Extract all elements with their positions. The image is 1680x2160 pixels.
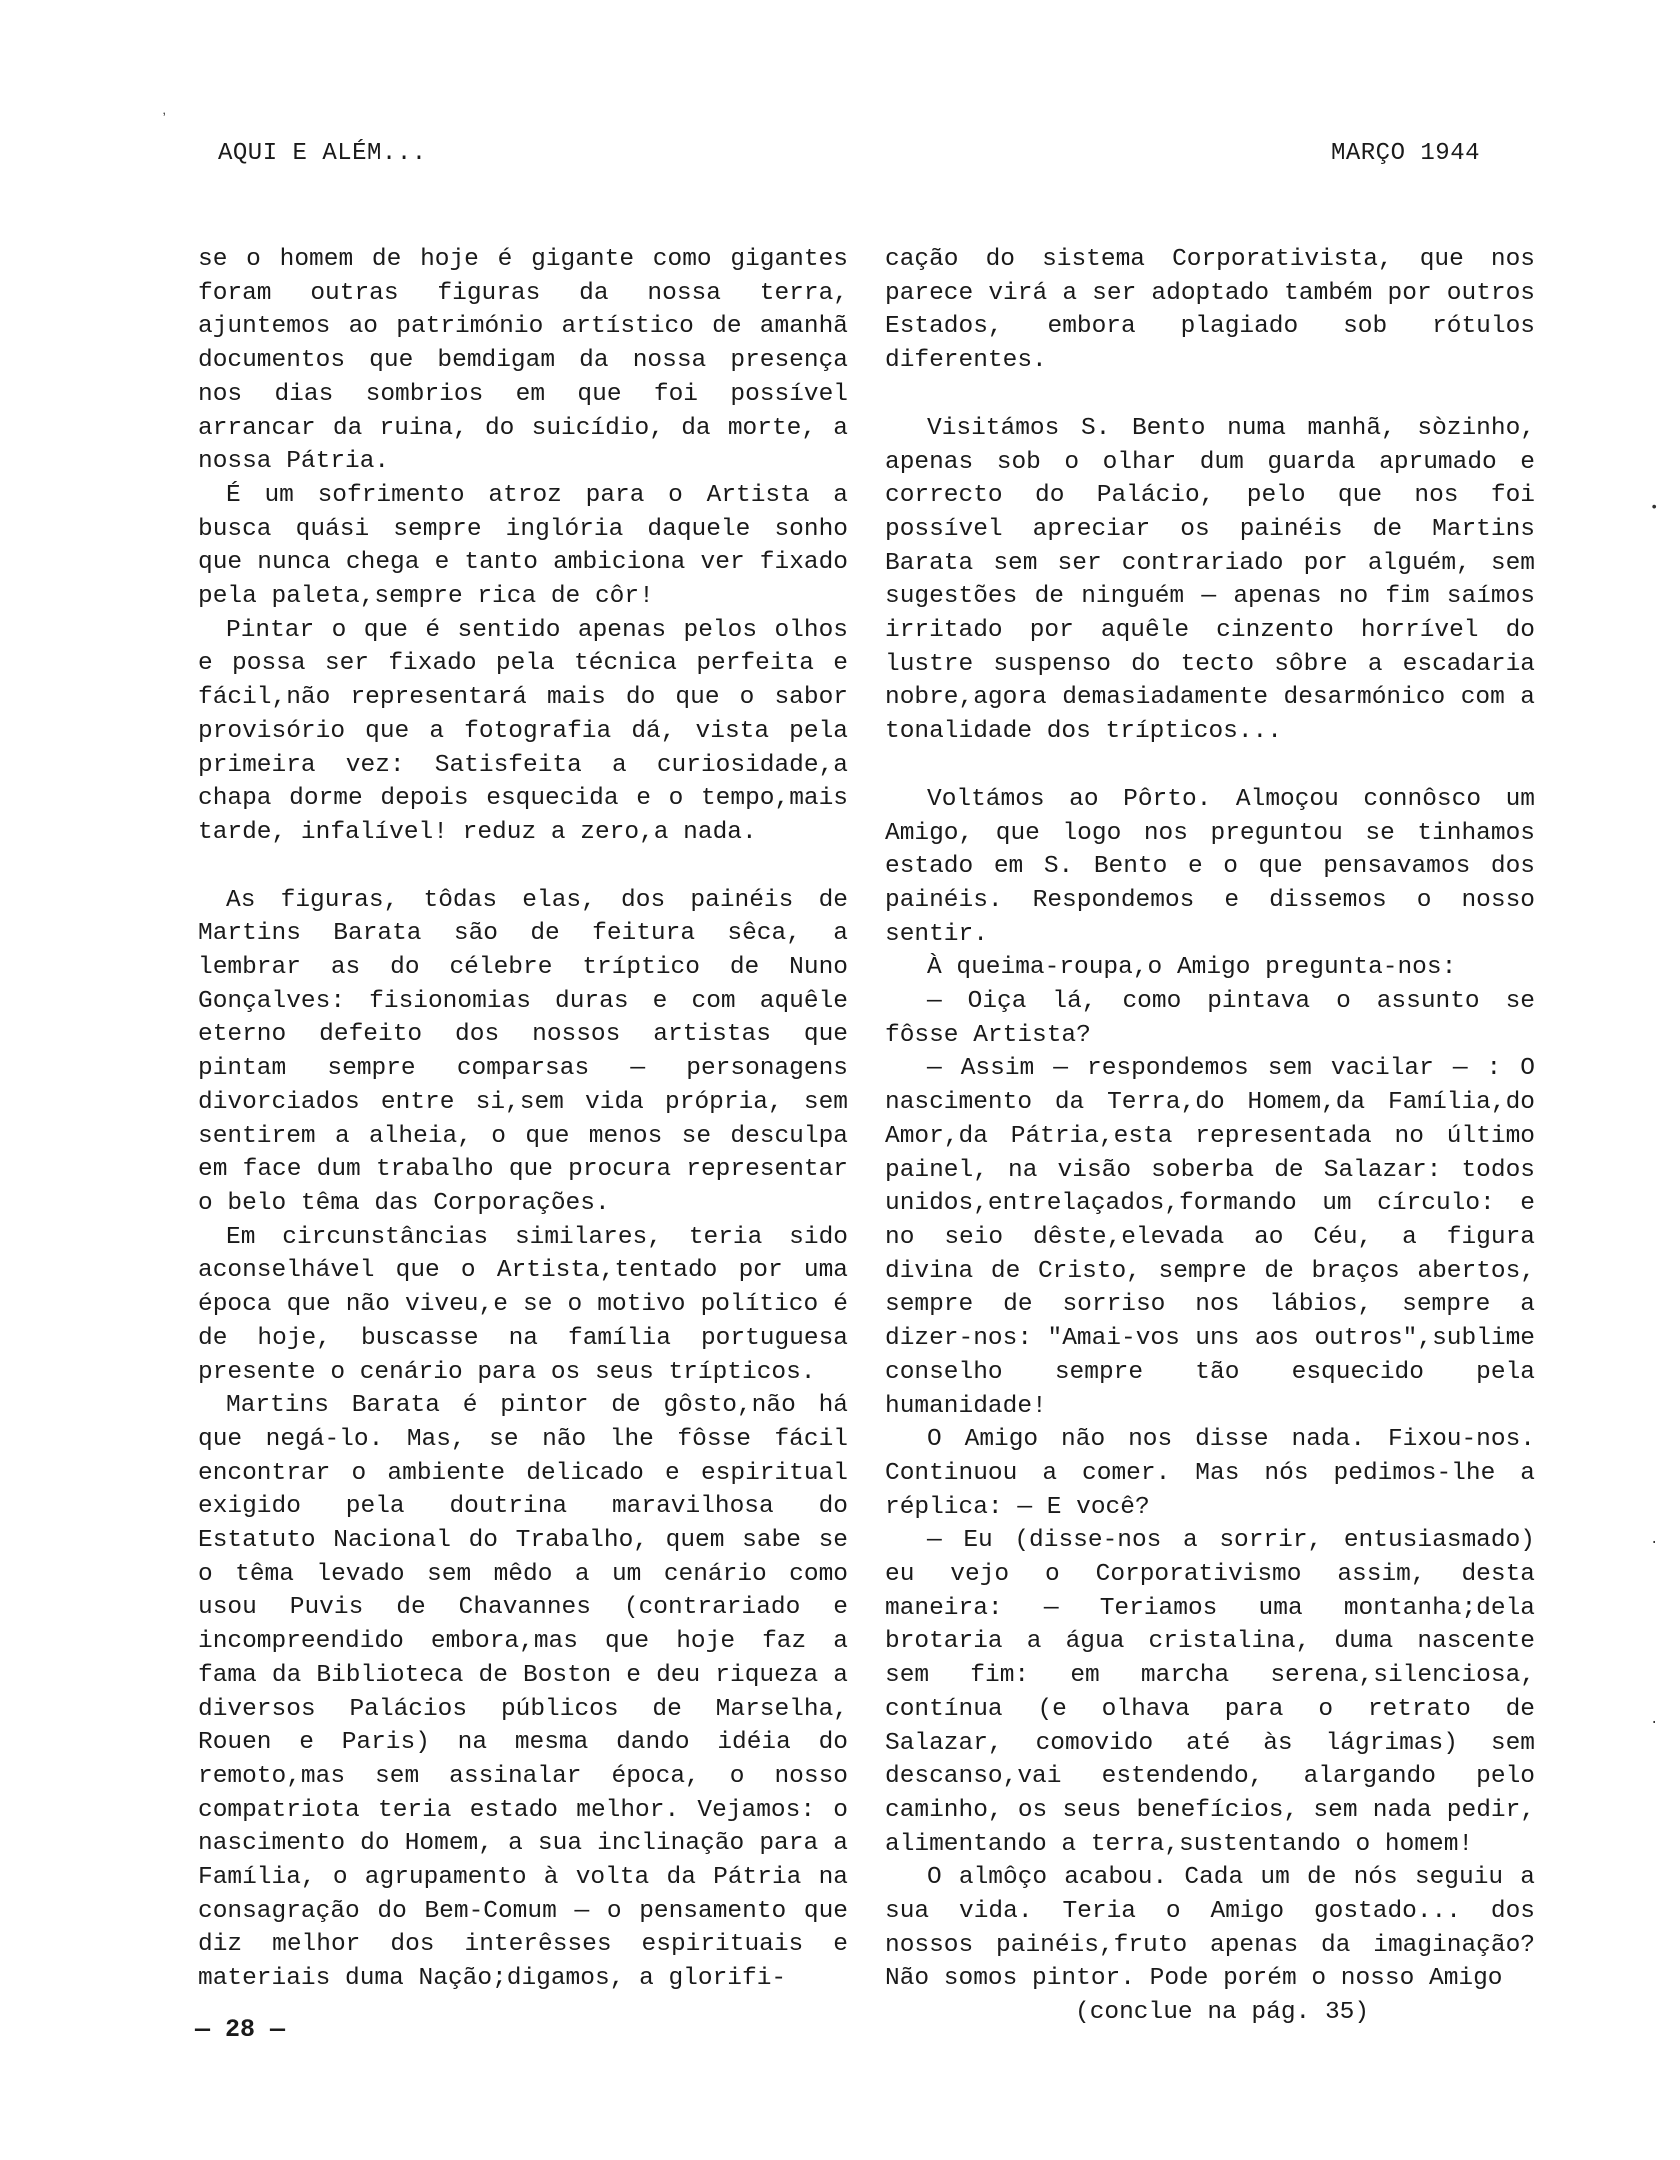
- paragraph: As figuras, tôdas elas, dos painéis de Martins Barata são de feitura sêca, a lembrar as do célebre tríptico de Nuno Gonçalves: fisionomias duras e com aquêle eterno defeito dos nossos artistas que pintam sempre comparsas — personagens divorciados entre si,sem vida própria, sem sentirem a alheia, o que menos se desculpa em face dum trabalho que procura representar o belo têma das Corporações.: [198, 886, 848, 1217]
- paragraph: É um sofrimento atroz para o Artista a busca quási sempre inglória daquele sonho que nunca chega e tanto ambiciona ver fixado pela paleta,sempre rica de côr!: [198, 481, 848, 611]
- paragraph: cação do sistema Corporativista, que nos parece virá a ser adoptado também por outros Estados, embora plagiado sob rótulos diferentes.: [885, 246, 1535, 375]
- right-text-column: [885, 243, 1535, 2030]
- paragraph: O almôço acabou. Cada um de nós seguiu a sua vida. Teria o Amigo gostado... dos nossos painéis,fruto apenas da imaginação? Não somos pintor. Pode porém o nosso Amigo: [885, 1864, 1535, 1993]
- continuation-note: (conclue na pág. 35): [1075, 1999, 1370, 2027]
- paragraph: Visitámos S. Bento numa manhã, sòzinho, apenas sob o olhar dum guarda aprumado e correcto do Palácio, pelo que nos foi possível apreciar os painéis de Martins Barata sem ser contrariado por alguém, sem sugestões de ninguém — apenas no fim saímos irritado por aquêle cinzento horrível do lustre suspenso do tecto sôbre a escadaria nobre,agora demasiadamente desarmónico com a tonalidade dos trípticos...: [885, 414, 1535, 746]
- running-head-left: AQUI E ALÉM...: [218, 140, 427, 167]
- scan-speck: •: [1650, 500, 1659, 516]
- scan-speck: ·: [1650, 1715, 1659, 1731]
- paragraph: — Assim — respondemos sem vacilar — : O nascimento da Terra,do Homem,da Família,do Amor,da Pátria,esta representada no último painel, na visão soberba de Salazar: todos unidos,entrelaçados,formando um círculo: e no seio dêste,elevada ao Céu, a figura divina de Cristo, sempre de braços abertos, sempre de sorriso nos lábios, sempre a dizer-nos: "Amai-vos uns aos outros",sublime conselho sempre tão esquecido pela humanidade!: [885, 1055, 1535, 1420]
- paragraph: Em circunstâncias similares, teria sido aconselhável que o Artista,tentado por uma época que não viveu,e se o motivo político é de hoje, buscasse na família portuguesa presente o cenário para os seus trípticos.: [198, 1223, 848, 1386]
- page-number: — 28 —: [195, 2015, 286, 2044]
- paragraph: se o homem de hoje é gigante como gigantes foram outras figuras da nossa terra, ajuntemos ao património artístico de amanhã documentos que bemdigam da nossa presença nos dias sombrios em que foi possível arrancar da ruina, do suicídio, da morte, a nossa Pátria.: [198, 246, 848, 476]
- paragraph: Pintar o que é sentido apenas pelos olhos e possa ser fixado pela técnica perfeita e fácil,não representará mais do que o sabor provisório que a fotografia dá, vista pela primeira vez: Satisfeita a curiosidade,a chapa dorme depois esquecida e o tempo,mais tarde, infalível! reduz a zero,a nada.: [198, 616, 848, 846]
- paragraph: Voltámos ao Pôrto. Almoçou connôsco um Amigo, que logo nos preguntou se tinhamos estado em S. Bento e o que pensavamos dos painéis. Respondemos e dissemos o nosso sentir.: [885, 785, 1535, 948]
- paragraph: Martins Barata é pintor de gôsto,não há que negá-lo. Mas, se não lhe fôsse fácil encontrar o ambiente delicado e espiritual exigido pela doutrina maravilhosa do Estatuto Nacional do Trabalho, quem sabe se o têma levado sem mêdo a um cenário como usou Puvis de Chavannes (contrariado e incompreendido embora,mas que hoje faz a fama da Biblioteca de Boston e deu riqueza a diversos Palácios públicos de Marselha, Rouen e Paris) na mesma dando idéia do remoto,mas sem assinalar época, o nosso compatriota teria estado melhor. Vejamos: o nascimento do Homem, a sua inclinação para a Família, o agrupamento à volta da Pátria na consagração do Bem-Comum — o pensamento que diz melhor dos interêsses espirituais e materiais duma Nação;digamos, a glorifi-: [198, 1392, 848, 1993]
- running-head-right: MARÇO 1944: [1330, 140, 1480, 167]
- paragraph: — Eu (disse-nos a sorrir, entusiasmado) eu vejo o Corporativismo assim, desta maneira: — Teriamos uma montanha;dela brotaria a água cristalina, duma nascente sem fim: em marcha serena,silenciosa, contínua (e olhava para o retrato de Salazar, comovido até às lágrimas) sem descanso,vai estendendo, alargando pelo caminho, os seus benefícios, sem nada pedir, alimentando a terra,sustentando o homem!: [885, 1527, 1535, 1858]
- paragraph: À queima-roupa,o Amigo pregunta-nos:: [927, 954, 1457, 982]
- left-text-column: [198, 243, 848, 1996]
- scan-speck: ʼ: [160, 112, 169, 128]
- scan-speck: ·: [1650, 1535, 1659, 1551]
- paragraph: — Oiça lá, como pintava o assunto se fôsse Artista?: [885, 988, 1535, 1049]
- paragraph: O Amigo não nos disse nada. Fixou-nos. Continuou a comer. Mas nós pedimos-lhe a réplica: — E você?: [885, 1426, 1535, 1521]
